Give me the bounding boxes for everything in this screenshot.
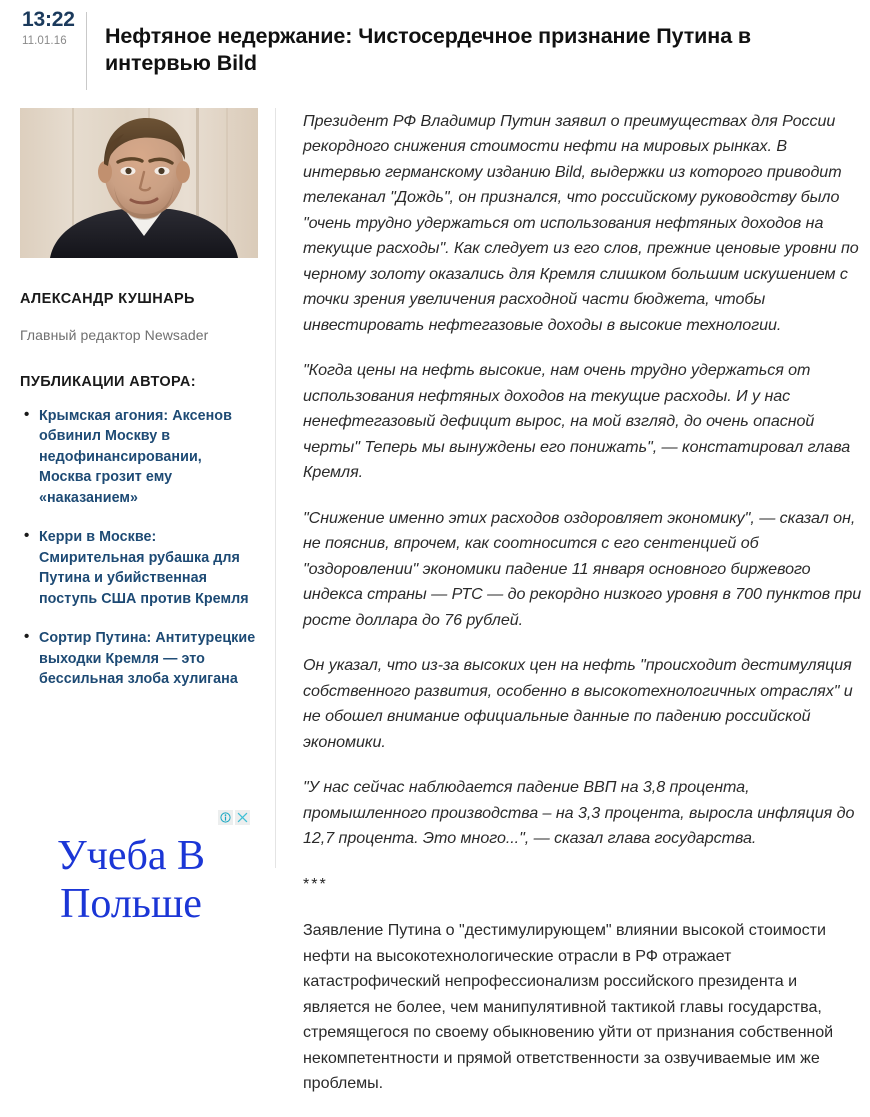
list-item[interactable]: • Керри в Москве: Смирительная рубашка для Путина и убийственная поступь США против Кремля — [39, 527, 257, 609]
publish-time: 13:22 — [22, 8, 75, 31]
close-icon[interactable] — [235, 810, 250, 825]
publications-heading: ПУБЛИКАЦИИ АВТОРА: — [20, 373, 196, 390]
ad-controls — [0, 810, 262, 825]
publish-date: 11.01.16 — [22, 35, 67, 47]
author-photo — [20, 108, 258, 258]
list-item[interactable]: • Крымская агония: Аксенов обвинил Москву в недофинансировании, Москва грозит ему «наказанием» — [39, 406, 257, 509]
article-header — [0, 0, 870, 92]
article-meta — [0, 9, 86, 50]
article-paragraph: Он указал, что из-за высоких цен на нефть "происходит дестимуляция собственного развития, особенно в высокотехнологичных отраслях" и не обошел внимание официальные данные по падению российской экономики. — [303, 656, 853, 751]
publications-list — [20, 406, 257, 690]
content-area — [0, 108, 870, 1117]
ad-headline[interactable]: Учеба В Польше — [56, 832, 206, 927]
info-circle-icon — [220, 812, 231, 823]
x-mark-icon — [237, 812, 248, 823]
article-body — [276, 108, 870, 1117]
article-paragraph: "У нас сейчас наблюдается падение ВВП на 3,8 процента, промышленного производства – на 3,3 процента, выросла инфляция до 12,7 процента. Это много...", — сказал глава государства. — [303, 778, 855, 848]
list-item[interactable]: • Сортир Путина: Антитурецкие выходки Кремля — это бессильная злоба хулигана — [39, 628, 257, 690]
page-title: Нефтяное недержание: Чистосердечное признание Путина в интервью Bild — [105, 24, 752, 76]
article-paragraph: "Снижение именно этих расходов оздоровляет экономику", — сказал он, не пояснив, впрочем, как соотносится с его сентенцией об "оздоровлении" экономики падение 11 января основного биржевого индекса страны — РТС — до рекордно низкого уровня в 700 пунктов при росте доллара до 76 рублей. — [303, 508, 862, 629]
article-paragraph: Президент РФ Владимир Путин заявил о преимуществах для России рекордного снижения стоимости нефти на мировых рынках. В интервью германскому изданию Bild, выдержки из которого приводит телеканал "Дождь", он признался, что российскому руководству было "очень трудно удержаться от использования нефтяных доходов на текущие расходы". Как следует из его слов, прежние ценовые уровни по черному золоту оказались для Кремля слишком большим искушением с точки зрения увеличения расходной части бюджета, чтобы инвестировать нефтегазовые доходы в высокие технологии. — [303, 111, 859, 334]
article-paragraph: "Когда цены на нефть высокие, нам очень трудно удержаться от использования нефтяных доходов на текущие расходы. И у нас ненефтегазовый дефицит вырос, на мой взгляд, до очень опасной черты" Теперь мы вынуждены его понижать", — констатировал глава Кремля. — [303, 361, 851, 482]
author-role: Главный редактор Newsader — [20, 326, 209, 343]
advertisement[interactable] — [0, 810, 276, 928]
adchoices-info-icon[interactable] — [218, 810, 233, 825]
author-name: АЛЕКСАНДР КУШНАРЬ — [20, 290, 195, 307]
author-portrait-image — [20, 108, 258, 258]
author-sidebar — [0, 108, 276, 927]
article-paragraph: Заявление Путина о "дестимулирующем" влиянии высокой стоимости нефти на высокотехнологические отрасли в РФ отражает катастрофический непрофессионализм российского президента и является не более, чем манипулятивной тактикой главы государства, стремящегося по своему обыкновению уйти от признания собственной некомпетентности и прямой ответственности за озвучиваемые им же проблемы. — [303, 921, 834, 1093]
section-separator: *** — [303, 874, 328, 893]
